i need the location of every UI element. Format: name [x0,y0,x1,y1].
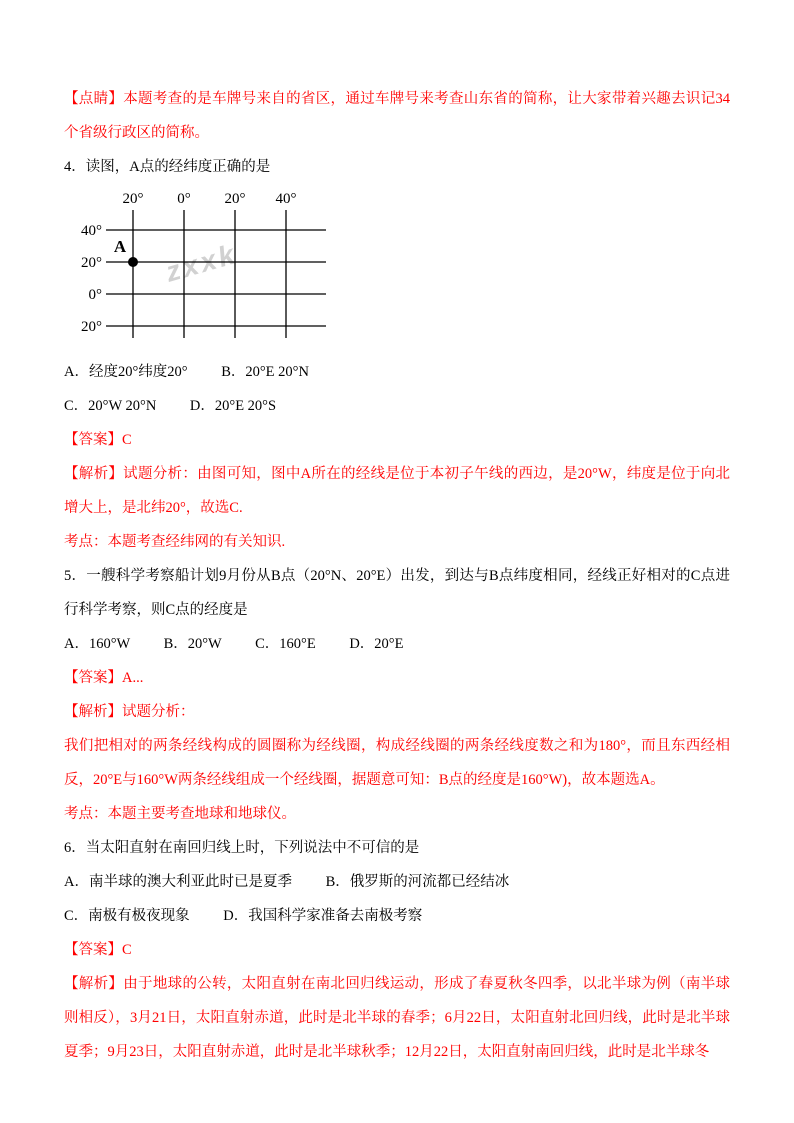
q6-option-c: C．南极有极夜现象 [64,908,190,924]
q6-analysis: 【解析】由于地球的公转，太阳直射在南北回归线运动，形成了春夏秋冬四季，以北半球为例（南半球则相反），3月21日，太阳直射赤道，此时是北半球的春季；6月22日，太阳直射北回归线，此时是北半球夏季；9月23日，太阳直射赤道，此时是北半球秋季；12月22日，太阳直射南回归线，此时是北半球冬 [64,976,730,1060]
q4-option-d: D．20°E 20°S [189,398,277,414]
q4-kaodian: 考点：本题考查经纬网的有关知识. [64,534,286,550]
q6-option-a: A．南半球的澳大利亚此时已是夏季 [64,874,292,890]
point-a-label: A [113,237,127,256]
lat-lon-grid-svg [74,188,332,346]
q4-option-b: B．20°E 20°N [221,364,309,380]
q6-option-b: B．俄罗斯的河流都已经结冰 [325,874,510,890]
q5-analysis-title: 【解析】试题分析： [64,704,195,720]
q5-kaodian: 考点：本题主要考查地球和地球仪。 [64,806,296,822]
q6-stem: 6．当太阳直射在南回归线上时，下列说法中不可信的是 [64,840,420,856]
q4-options-line-1 [64,355,730,389]
grid-top-label: 40° [275,191,297,207]
q5-option-a: A．160°W [64,636,130,652]
q4-grid-diagram [74,188,730,351]
q4-option-c: C．20°W 20°N [64,398,157,414]
q4-analysis: 【解析】试题分析：由图可知，图中A所在的经线是位于本初子午线的西边，是20°W，纬度是位于向北增大上，是北纬20°，故选C. [64,466,730,516]
q5-analysis: 我们把相对的两条经线构成的圆圈称为经线圈，构成经线圈的两条经线度数之和为180°，而且东西经相反，20°E与160°W两条经线组成一个经线圈，据题意可知：B点的经度是160°W)，故本题选A。 [64,738,730,788]
grid-top-label: 0° [177,191,191,207]
q5-options [64,627,730,661]
q6-option-d: D．我国科学家准备去南极考察 [223,908,423,924]
grid-left-label: 20° [81,255,102,271]
grid-top-label: 20° [122,191,144,207]
q5-option-b: B．20°W [163,636,222,652]
note-dianjing: 【点睛】本题考查的是车牌号来自的省区，通过车牌号来考查山东省的简称，让大家带着兴趣去识记34个省级行政区的简称。 [64,91,730,141]
q6-answer: 【答案】C [64,942,132,958]
q4-stem: 4．读图，A点的经纬度正确的是 [64,159,271,175]
q5-option-c: C．160°E [255,636,316,652]
q5-stem: 5．一艘科学考察船计划9月份从B点（20°N、20°E）出发，到达与B点纬度相同，经线正好相对的C点进行科学考察，则C点的经度是 [64,568,730,618]
grid-top-label: 20° [224,191,246,207]
q5-answer: 【答案】A... [64,670,144,686]
q4-option-a: A．经度20°纬度20° [64,364,188,380]
point-a-dot [128,257,138,267]
q5-option-d: D．20°E [349,636,404,652]
grid-left-label: 20° [81,319,102,335]
q6-options-line-2 [64,899,730,933]
grid-left-label: 40° [81,223,102,239]
q6-options-line-1 [64,865,730,899]
q4-options-line-2 [64,389,730,423]
q4-answer: 【答案】C [64,432,132,448]
watermark-text: zxxk [162,237,241,288]
grid-left-label: 0° [88,287,102,303]
